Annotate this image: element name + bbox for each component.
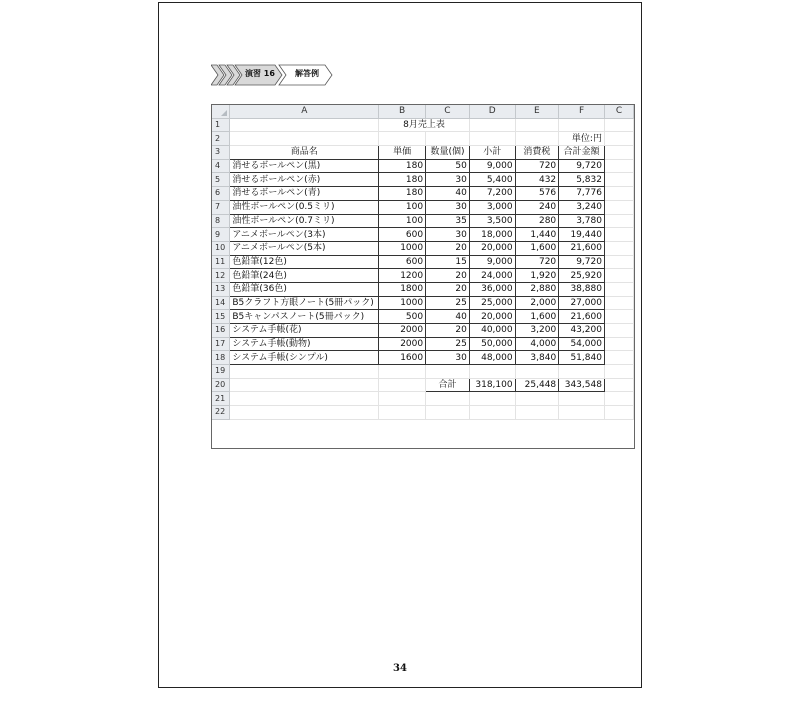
row-header[interactable]: 6 [212, 187, 230, 201]
value-cell[interactable]: 48,000 [469, 351, 515, 365]
value-cell[interactable]: 1,600 [515, 310, 559, 324]
cell[interactable] [515, 406, 559, 420]
row-header[interactable]: 5 [212, 173, 230, 187]
value-cell[interactable]: 43,200 [559, 324, 605, 338]
table-row [212, 214, 634, 228]
cell[interactable] [379, 378, 426, 392]
cell[interactable] [426, 365, 470, 379]
cell[interactable] [604, 159, 633, 173]
table-row [212, 269, 634, 283]
value-cell[interactable]: 4,000 [515, 337, 559, 351]
cell[interactable] [230, 378, 379, 392]
breadcrumb-lesson: 演習 16 [245, 69, 275, 78]
value-cell[interactable]: 7,776 [559, 187, 605, 201]
cell[interactable] [604, 392, 633, 406]
table-total-row [212, 378, 634, 392]
table-row [212, 118, 634, 132]
cell[interactable] [230, 118, 379, 132]
table-row [212, 324, 634, 338]
value-cell[interactable]: 180 [379, 173, 426, 187]
value-cell[interactable]: 3,000 [469, 200, 515, 214]
value-cell[interactable]: 100 [379, 214, 426, 228]
row-header[interactable]: 19 [212, 365, 230, 379]
value-cell[interactable]: 1000 [379, 241, 426, 255]
cell[interactable] [469, 118, 515, 132]
product-name-cell[interactable]: システム手帳(花) [230, 324, 379, 338]
cell[interactable] [559, 365, 605, 379]
value-cell[interactable]: 1000 [379, 296, 426, 310]
value-cell[interactable]: 280 [515, 214, 559, 228]
column-header[interactable]: C [604, 105, 633, 118]
cell[interactable] [515, 132, 559, 146]
value-cell[interactable]: 5,832 [559, 173, 605, 187]
cell[interactable] [604, 241, 633, 255]
table-row [212, 228, 634, 242]
value-cell[interactable]: 432 [515, 173, 559, 187]
value-cell[interactable]: 35 [426, 214, 470, 228]
column-header[interactable]: A [230, 105, 379, 118]
value-cell[interactable]: 9,000 [469, 159, 515, 173]
value-cell[interactable]: 25 [426, 296, 470, 310]
breadcrumb-section: 解答例 [295, 69, 319, 78]
value-cell[interactable]: 3,840 [515, 351, 559, 365]
cell[interactable] [604, 146, 633, 160]
document-page [158, 2, 642, 688]
product-name-cell[interactable]: 油性ボールペン(0.5ミリ) [230, 200, 379, 214]
value-cell[interactable]: 1,440 [515, 228, 559, 242]
row-header[interactable]: 4 [212, 159, 230, 173]
value-cell[interactable]: 18,000 [469, 228, 515, 242]
total-value-cell[interactable]: 25,448 [515, 378, 559, 392]
select-all-corner[interactable] [212, 105, 230, 118]
value-cell[interactable]: 21,600 [559, 241, 605, 255]
cell[interactable] [604, 365, 633, 379]
table-row [212, 406, 634, 420]
value-cell[interactable]: 720 [515, 255, 559, 269]
value-cell[interactable]: 40,000 [469, 324, 515, 338]
cell[interactable] [604, 132, 633, 146]
row-header[interactable]: 20 [212, 378, 230, 392]
value-cell[interactable]: 40 [426, 310, 470, 324]
row-header[interactable]: 9 [212, 228, 230, 242]
value-cell[interactable]: 27,000 [559, 296, 605, 310]
cell[interactable] [230, 132, 379, 146]
table-row [212, 159, 634, 173]
table-row [212, 351, 634, 365]
value-cell[interactable]: 1,920 [515, 269, 559, 283]
value-cell[interactable]: 24,000 [469, 269, 515, 283]
table-row [212, 173, 634, 187]
value-cell[interactable]: 3,500 [469, 214, 515, 228]
cell[interactable] [515, 392, 559, 406]
value-cell[interactable]: 720 [515, 159, 559, 173]
value-cell[interactable]: 20 [426, 324, 470, 338]
page-number: 34 [393, 663, 407, 674]
table-row [212, 132, 634, 146]
row-header[interactable]: 1 [212, 118, 230, 132]
column-header[interactable]: C [426, 105, 470, 118]
value-cell[interactable]: 30 [426, 173, 470, 187]
cell[interactable] [379, 132, 426, 146]
value-cell[interactable]: 21,600 [559, 310, 605, 324]
value-cell[interactable]: 180 [379, 159, 426, 173]
value-cell[interactable]: 38,880 [559, 282, 605, 296]
table-row [212, 255, 634, 269]
column-title-cell[interactable]: 合計金額 [559, 146, 605, 160]
value-cell[interactable]: 1800 [379, 282, 426, 296]
cell[interactable] [604, 187, 633, 201]
breadcrumb [211, 63, 411, 87]
row-header[interactable]: 7 [212, 200, 230, 214]
cell[interactable] [469, 132, 515, 146]
row-header[interactable]: 18 [212, 351, 230, 365]
value-cell[interactable]: 1200 [379, 269, 426, 283]
value-cell[interactable]: 1,600 [515, 241, 559, 255]
row-header[interactable]: 13 [212, 282, 230, 296]
product-name-cell[interactable]: 色鉛筆(12色) [230, 255, 379, 269]
column-header[interactable]: F [559, 105, 605, 118]
value-cell[interactable]: 30 [426, 351, 470, 365]
value-cell[interactable]: 15 [426, 255, 470, 269]
value-cell[interactable]: 25,920 [559, 269, 605, 283]
cell[interactable] [559, 118, 605, 132]
total-label-cell[interactable]: 合計 [426, 378, 470, 392]
row-header[interactable]: 10 [212, 241, 230, 255]
table-row [212, 187, 634, 201]
cell[interactable] [426, 132, 470, 146]
value-cell[interactable]: 54,000 [559, 337, 605, 351]
table-row [212, 282, 634, 296]
row-header[interactable]: 15 [212, 310, 230, 324]
cell[interactable] [604, 378, 633, 392]
row-header[interactable]: 11 [212, 255, 230, 269]
cell[interactable] [230, 365, 379, 379]
value-cell[interactable]: 3,240 [559, 200, 605, 214]
value-cell[interactable]: 30 [426, 200, 470, 214]
value-cell[interactable]: 30 [426, 228, 470, 242]
row-header[interactable]: 22 [212, 406, 230, 420]
total-value-cell[interactable]: 343,548 [559, 378, 605, 392]
row-header[interactable]: 17 [212, 337, 230, 351]
cell[interactable] [515, 365, 559, 379]
cell[interactable] [604, 118, 633, 132]
value-cell[interactable]: 180 [379, 187, 426, 201]
value-cell[interactable]: 2000 [379, 324, 426, 338]
cell[interactable] [230, 406, 379, 420]
unit-cell[interactable]: 単位:円 [559, 132, 605, 146]
product-name-cell[interactable]: 消せるボールペン(黒) [230, 159, 379, 173]
value-cell[interactable]: 3,780 [559, 214, 605, 228]
product-name-cell[interactable]: 消せるボールペン(青) [230, 187, 379, 201]
value-cell[interactable]: 100 [379, 200, 426, 214]
value-cell[interactable]: 20 [426, 241, 470, 255]
spreadsheet-grid [212, 105, 634, 420]
value-cell[interactable]: 9,000 [469, 255, 515, 269]
value-cell[interactable]: 2,000 [515, 296, 559, 310]
value-cell[interactable]: 7,200 [469, 187, 515, 201]
row-header[interactable]: 3 [212, 146, 230, 160]
cell[interactable] [469, 406, 515, 420]
value-cell[interactable]: 25 [426, 337, 470, 351]
cell[interactable] [604, 173, 633, 187]
cell[interactable] [604, 406, 633, 420]
cell[interactable] [604, 200, 633, 214]
cell[interactable] [604, 228, 633, 242]
value-cell[interactable]: 50 [426, 159, 470, 173]
value-cell[interactable]: 600 [379, 228, 426, 242]
value-cell[interactable]: 9,720 [559, 159, 605, 173]
product-name-cell[interactable]: システム手帳(シンプル) [230, 351, 379, 365]
value-cell[interactable]: 20 [426, 282, 470, 296]
cell[interactable] [604, 214, 633, 228]
table-row [212, 200, 634, 214]
value-cell[interactable]: 25,000 [469, 296, 515, 310]
cell[interactable] [469, 392, 515, 406]
table-row [212, 296, 634, 310]
cell[interactable] [604, 310, 633, 324]
table-header-row [212, 146, 634, 160]
row-header[interactable]: 21 [212, 392, 230, 406]
cell[interactable] [515, 118, 559, 132]
table-row [212, 365, 634, 379]
value-cell[interactable]: 19,440 [559, 228, 605, 242]
value-cell[interactable]: 51,840 [559, 351, 605, 365]
product-name-cell[interactable]: B5キャンパスノート(5冊パック) [230, 310, 379, 324]
column-title-cell[interactable]: 小計 [469, 146, 515, 160]
column-title-cell[interactable]: 商品名 [230, 146, 379, 160]
total-value-cell[interactable]: 318,100 [469, 378, 515, 392]
table-row [212, 392, 634, 406]
cell[interactable] [604, 324, 633, 338]
value-cell[interactable]: 2000 [379, 337, 426, 351]
column-header-row [212, 105, 634, 118]
row-header[interactable]: 8 [212, 214, 230, 228]
row-header[interactable]: 16 [212, 324, 230, 338]
cell[interactable] [426, 392, 470, 406]
cell[interactable] [469, 365, 515, 379]
value-cell[interactable]: 20,000 [469, 241, 515, 255]
value-cell[interactable]: 500 [379, 310, 426, 324]
cell[interactable] [379, 365, 426, 379]
row-header[interactable]: 12 [212, 269, 230, 283]
value-cell[interactable]: 1600 [379, 351, 426, 365]
value-cell[interactable]: 240 [515, 200, 559, 214]
column-title-cell[interactable]: 数量(個) [426, 146, 470, 160]
value-cell[interactable]: 40 [426, 187, 470, 201]
value-cell[interactable]: 50,000 [469, 337, 515, 351]
value-cell[interactable]: 36,000 [469, 282, 515, 296]
value-cell[interactable]: 20 [426, 269, 470, 283]
table-row [212, 241, 634, 255]
product-name-cell[interactable]: システム手帳(動物) [230, 337, 379, 351]
cell[interactable] [426, 406, 470, 420]
row-header[interactable]: 14 [212, 296, 230, 310]
product-name-cell[interactable]: アニメボールペン(3本) [230, 228, 379, 242]
value-cell[interactable]: 600 [379, 255, 426, 269]
sheet-title-cell[interactable]: 8月売上表 [379, 118, 470, 132]
value-cell[interactable]: 3,200 [515, 324, 559, 338]
value-cell[interactable]: 9,720 [559, 255, 605, 269]
value-cell[interactable]: 2,880 [515, 282, 559, 296]
cell[interactable] [604, 296, 633, 310]
product-name-cell[interactable]: 消せるボールペン(赤) [230, 173, 379, 187]
cell[interactable] [559, 406, 605, 420]
cell[interactable] [604, 337, 633, 351]
cell[interactable] [604, 351, 633, 365]
value-cell[interactable]: 20,000 [469, 310, 515, 324]
column-title-cell[interactable]: 単価 [379, 146, 426, 160]
cell[interactable] [559, 392, 605, 406]
column-header[interactable]: D [469, 105, 515, 118]
cell[interactable] [230, 392, 379, 406]
product-name-cell[interactable]: 色鉛筆(24色) [230, 269, 379, 283]
product-name-cell[interactable]: アニメボールペン(5本) [230, 241, 379, 255]
cell[interactable] [379, 406, 426, 420]
table-row [212, 310, 634, 324]
cell[interactable] [604, 282, 633, 296]
cell[interactable] [379, 392, 426, 406]
column-header[interactable]: B [379, 105, 426, 118]
value-cell[interactable]: 576 [515, 187, 559, 201]
column-header[interactable]: E [515, 105, 559, 118]
cell[interactable] [604, 269, 633, 283]
product-name-cell[interactable]: B5クラフト方眼ノート(5冊パック) [230, 296, 379, 310]
spreadsheet [211, 104, 635, 449]
row-header[interactable]: 2 [212, 132, 230, 146]
product-name-cell[interactable]: 油性ボールペン(0.7ミリ) [230, 214, 379, 228]
value-cell[interactable]: 5,400 [469, 173, 515, 187]
cell[interactable] [604, 255, 633, 269]
table-row [212, 337, 634, 351]
product-name-cell[interactable]: 色鉛筆(36色) [230, 282, 379, 296]
column-title-cell[interactable]: 消費税 [515, 146, 559, 160]
